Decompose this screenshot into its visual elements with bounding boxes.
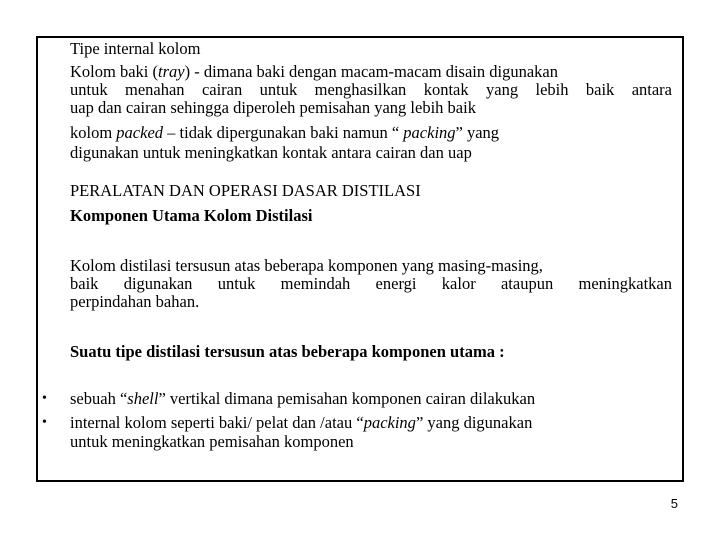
packed-line-1: kolom packed – tidak dipergunakan baki namun “ packing” yang — [70, 123, 500, 142]
main-heading: PERALATAN DAN OPERASI DASAR DISTILASI — [70, 181, 421, 200]
bullet-item-internal: internal kolom seperti baki/ pelat dan /atau “packing” yang digunakan — [70, 413, 533, 432]
section-title-internal: Tipe internal kolom — [70, 39, 201, 58]
packed-line-2: digunakan untuk meningkatkan kontak antara cairan dan uap — [70, 143, 472, 162]
tray-line-3: uap dan cairan sehingga diperoleh pemisahan yang lebih baik — [70, 98, 476, 117]
paragraph-line-1: Kolom distilasi tersusun atas beberapa komponen yang masing-masing, — [70, 256, 543, 275]
paragraph-line-3: perpindahan bahan. — [70, 292, 200, 311]
tray-line-1: Kolom baki (tray) - dimana baki dengan macam-macam disain digunakan — [70, 62, 558, 81]
paragraph-line-2: baik digunakan untuk memindah energi kalor ataupun meningkatkan — [70, 274, 672, 293]
bullet-marker: • — [42, 391, 47, 406]
sub-heading: Komponen Utama Kolom Distilasi — [70, 206, 313, 225]
bullet-item-internal-line-2: untuk meningkatkan pemisahan komponen — [70, 432, 354, 451]
bullet-marker: • — [42, 415, 47, 430]
components-heading: Suatu tipe distilasi tersusun atas beberapa komponen utama : — [70, 342, 505, 361]
tray-line-2: untuk menahan cairan untuk menghasilkan kontak yang lebih baik antara — [70, 80, 672, 99]
bullet-item-shell: sebuah “shell” vertikal dimana pemisahan komponen cairan dilakukan — [70, 389, 536, 408]
page-number: 5 — [670, 496, 678, 511]
